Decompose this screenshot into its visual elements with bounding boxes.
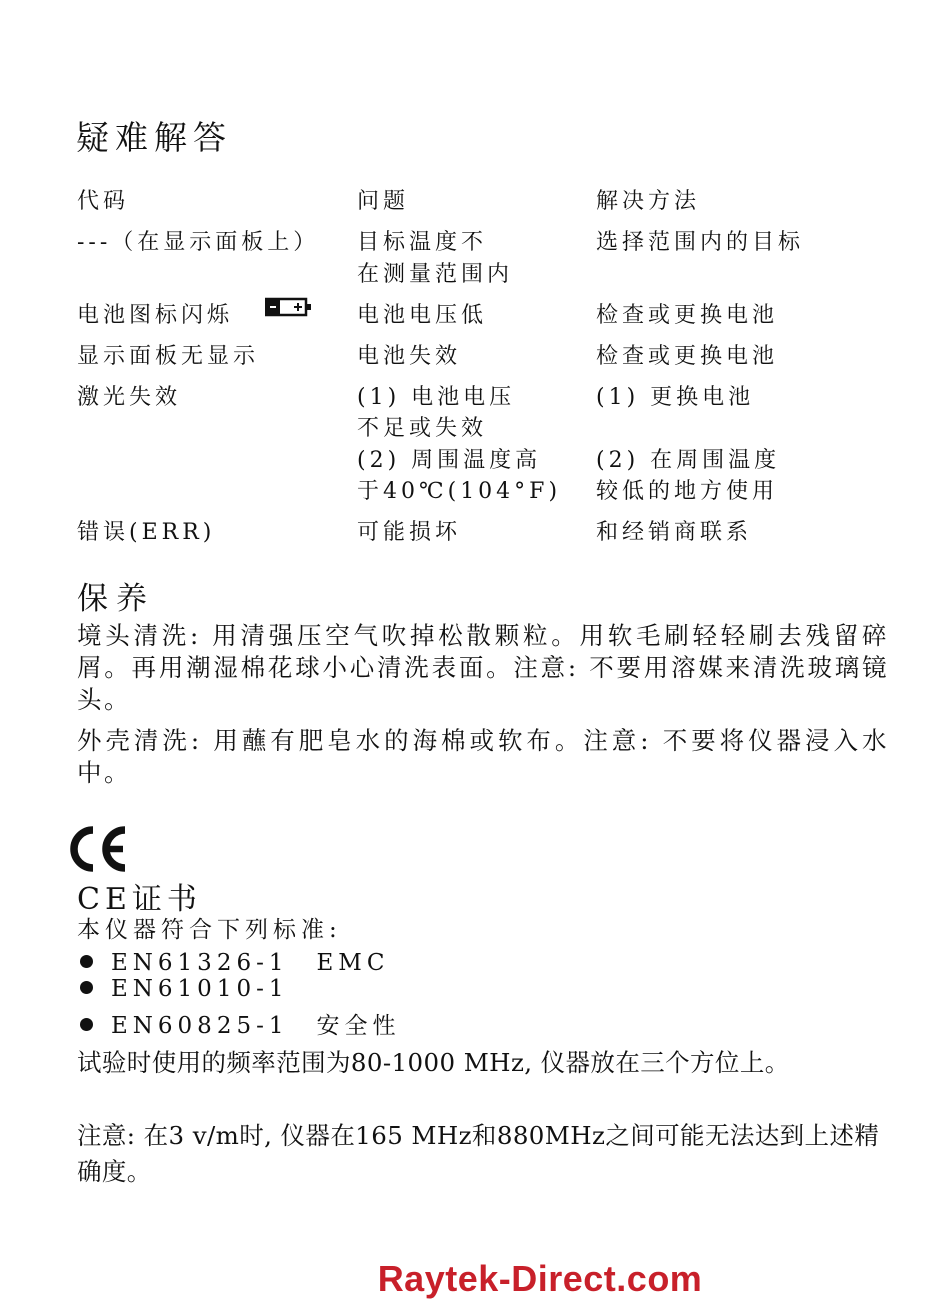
row-code: 激光失效 (77, 385, 182, 410)
ce-certificate-title: CE证书 (77, 882, 202, 917)
row-problem-line: 电池电压低 (357, 303, 488, 328)
header-solution: 解决方法 (596, 189, 701, 214)
row-problem-line: (1) 电池电压 (357, 385, 516, 410)
standards-intro: 本仪器符合下列标准: (77, 917, 342, 943)
lens-cleaning-text: 境头清洗: 用清强压空气吹掉松散颗粒。用软毛刷轻轻刷去残留碎屑。再用潮湿棉花球小心清洗表面。注意: 不要用溶媒来清洗玻璃镜头。 (77, 621, 889, 714)
standard-item (80, 1007, 401, 1040)
standard-label: EN61326-1 EMC (111, 950, 390, 976)
standard-label: EN61010-1 (111, 976, 289, 1002)
bullet-icon (80, 1018, 93, 1031)
row-solution-line: 检查或更换电池 (596, 344, 779, 369)
footer-brand-link[interactable]: Raytek-Direct.com (377, 1258, 703, 1299)
bullet-icon (80, 955, 93, 968)
case-cleaning-text: 外壳清洗: 用蘸有肥皂水的海棉或软布。注意: 不要将仪器浸入水中。 (77, 726, 889, 787)
row-code: ---（在显示面板上） (77, 230, 320, 255)
frequency-note: 试验时使用的频率范围为80-1000 MHz, 仪器放在三个方位上。 (77, 1048, 790, 1077)
troubleshooting-title: 疑难解答 (76, 118, 232, 157)
standard-item (80, 944, 389, 977)
header-problem: 问题 (357, 189, 410, 214)
standard-label: EN60825-1 安全性 (111, 1013, 401, 1039)
accuracy-note: 注意: 在3 v/m时, 仪器在165 MHz和880MHz之间可能无法达到上述精确度。 (77, 1121, 880, 1186)
row-solution-line: (2) 在周围温度 (596, 448, 781, 473)
row-code: 显示面板无显示 (77, 344, 260, 369)
ce-mark-logo (66, 826, 132, 872)
row-solution-line: 较低的地方使用 (596, 479, 779, 504)
row-problem-line: 电池失效 (357, 344, 462, 369)
row-solution-line: 检查或更换电池 (596, 303, 779, 328)
bullet-icon (80, 981, 93, 994)
row-problem-line: 可能损坏 (357, 520, 462, 545)
row-problem-line: 于40℃(104°F) (357, 479, 562, 504)
row-solution-line: 选择范围内的目标 (596, 230, 805, 255)
row-code: 错误(ERR) (77, 520, 216, 545)
row-solution-line: 和经销商联系 (596, 520, 753, 545)
row-problem-line: (2) 周围温度高 (357, 448, 542, 473)
row-problem-line: 不足或失效 (357, 416, 488, 441)
row-problem-line: 目标温度不 (357, 230, 488, 255)
row-problem-line: 在测量范围内 (357, 262, 514, 287)
standard-item (80, 976, 289, 1002)
row-code: 电池图标闪烁 (77, 303, 234, 328)
header-code: 代码 (77, 189, 130, 214)
battery-low-icon (265, 297, 313, 317)
maintenance-title: 保养 (77, 581, 155, 617)
row-solution-line: (1) 更换电池 (596, 385, 755, 410)
